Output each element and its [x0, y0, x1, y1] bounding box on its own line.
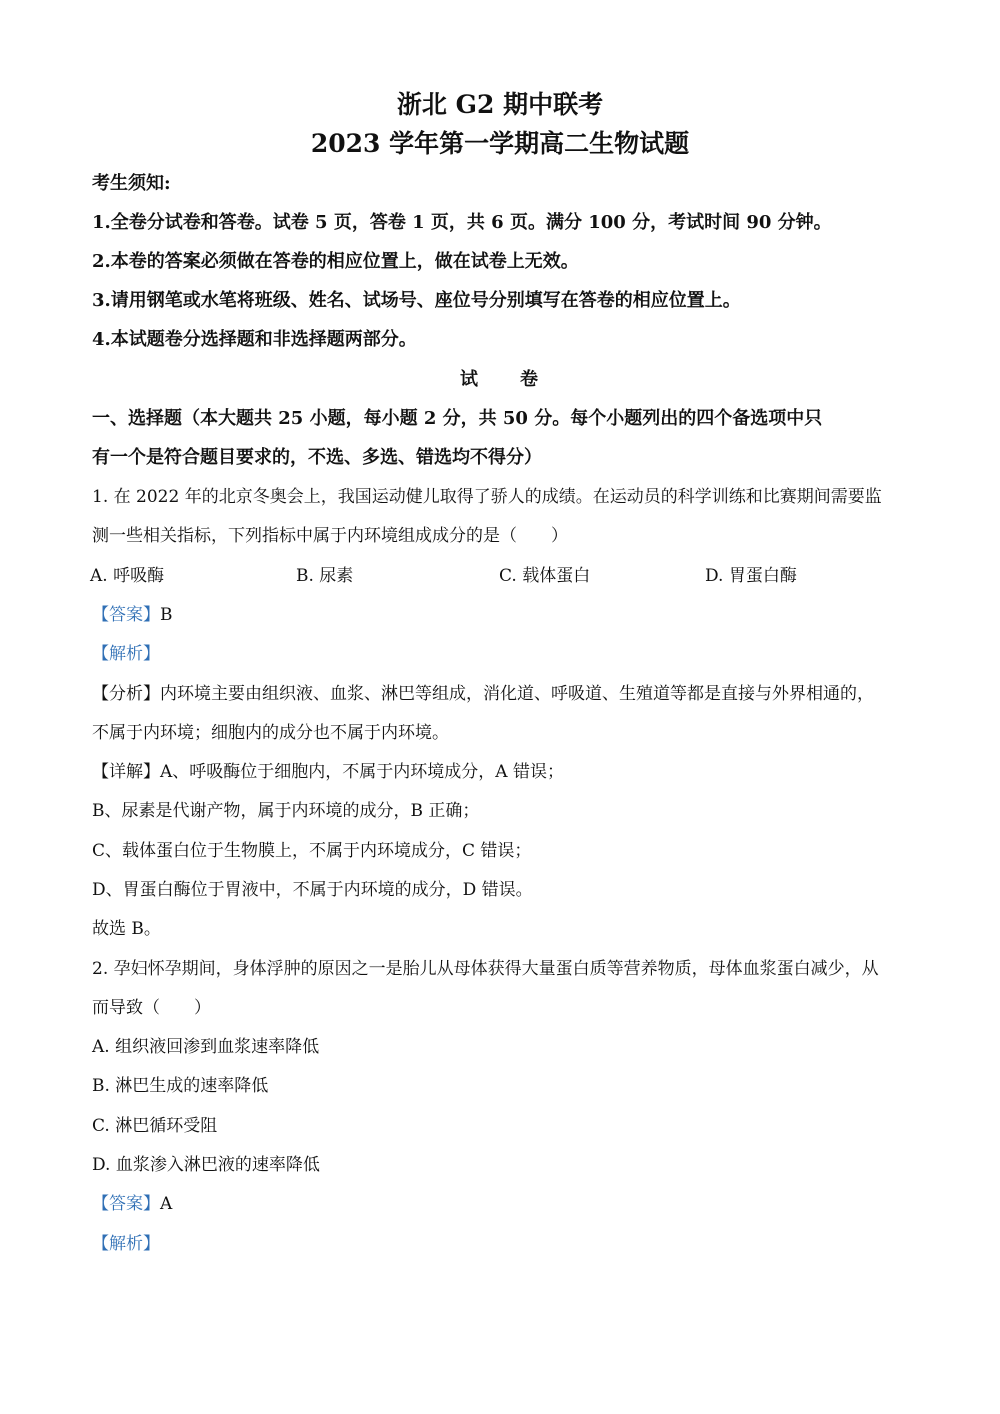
q1-detail-c: C、载体蛋白位于生物膜上，不属于内环境成分，C 错误；	[92, 841, 532, 861]
q1-option-c: C. 载体蛋白	[499, 566, 591, 586]
q1-answer	[92, 603, 173, 627]
q1-conclusion: 故选 B。	[92, 919, 161, 939]
analysis-tag: 【解析】	[92, 644, 160, 664]
q2-option-d: D. 血浆渗入淋巴液的速率降低	[92, 1155, 320, 1175]
q2-option-c: C. 淋巴循环受阻	[92, 1116, 218, 1136]
q2-option-a: A. 组织液回渗到血浆速率降低	[92, 1037, 320, 1057]
q1-stem: 1. 在 2022 年的北京冬奥会上，我国运动健儿取得了骄人的成绩。在运动员的科学训练和比赛期间需要监	[92, 487, 882, 507]
q1-option-b: B. 尿素	[296, 566, 354, 586]
section-heading	[0, 368, 1000, 392]
q2-option-b: B. 淋巴生成的速率降低	[92, 1076, 269, 1096]
notice-item: 4.本试题卷分选择题和非选择题两部分。	[92, 329, 417, 350]
exam-subtitle: 2023 学年第一学期高二生物试题	[310, 129, 690, 158]
fenxi-text: 内环境主要由组织液、血浆、淋巴等组成，消化道、呼吸道、生殖道等都是直接与外界相通的，	[160, 684, 874, 704]
q1-detail	[92, 760, 564, 784]
exam-title: 浙北 G2 期中联考	[396, 90, 604, 119]
q1-option-d: D. 胃蛋白酶	[705, 566, 797, 586]
q1-detail-d: D、胃蛋白酶位于胃液中，不属于内环境的成分，D 错误。	[92, 880, 533, 900]
notice-item: 3.请用钢笔或水笔将班级、姓名、试场号、座位号分别填写在答卷的相应位置上。	[92, 290, 741, 311]
q1-fenxi	[92, 682, 874, 706]
q2-analysis-heading	[92, 1232, 160, 1256]
q2-stem: 2. 孕妇怀孕期间，身体浮肿的原因之一是胎儿从母体获得大量蛋白质等营养物质，母体血浆蛋白减少，从	[92, 959, 879, 979]
detail-tag: 【详解】	[92, 762, 160, 782]
analysis-tag: 【解析】	[92, 1234, 160, 1254]
part1-instructions: 一、选择题（本大题共 25 小题，每小题 2 分，共 50 分。每个小题列出的四个备选项中只	[92, 408, 823, 429]
part1-instructions-cont: 有一个是符合题目要求的，不选、多选、错选均不得分）	[92, 447, 542, 468]
notice-heading: 考生须知:	[92, 173, 171, 194]
answer-tag: 【答案】	[92, 1194, 160, 1214]
answer-value: A	[160, 1194, 173, 1214]
q2-stem-cont: 而导致（ ）	[92, 998, 211, 1018]
detail-a: A、呼吸酶位于细胞内，不属于内环境成分，A 错误；	[160, 762, 564, 782]
fenxi-tag: 【分析】	[92, 684, 160, 704]
notice-item: 2.本卷的答案必须做在答卷的相应位置上，做在试卷上无效。	[92, 251, 579, 272]
q1-analysis-heading	[92, 642, 160, 666]
answer-value: B	[160, 605, 173, 625]
notice-item: 1.全卷分试卷和答卷。试卷 5 页，答卷 1 页，共 6 页。满分 100 分，考试时间 90 分钟。	[92, 212, 832, 233]
answer-tag: 【答案】	[92, 605, 160, 625]
q1-option-a: A. 呼吸酶	[90, 566, 165, 586]
q1-fenxi-cont: 不属于内环境；细胞内的成分也不属于内环境。	[92, 723, 449, 743]
q2-answer	[92, 1192, 172, 1216]
q1-stem-cont: 测一些相关指标，下列指标中属于内环境组成成分的是（ ）	[92, 526, 568, 546]
section-label-right: 卷	[520, 369, 540, 390]
section-label-left: 试	[460, 369, 480, 390]
q1-detail-b: B、尿素是代谢产物，属于内环境的成分，B 正确；	[92, 801, 480, 821]
